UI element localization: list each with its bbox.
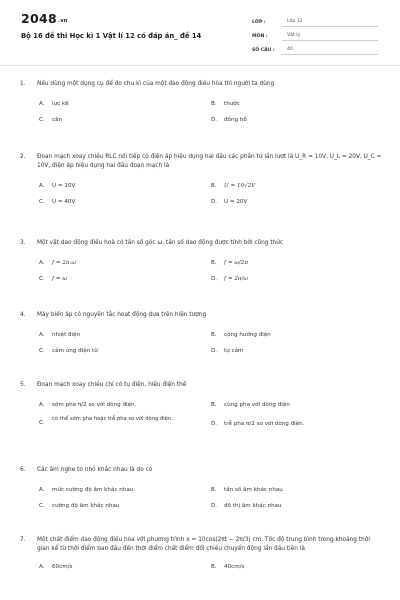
option-text: cảm ứng điện từ: [52, 348, 98, 354]
option-c[interactable]: [39, 502, 189, 510]
option-letter: C.: [39, 420, 45, 426]
question-options: [20, 182, 382, 214]
question-text: Nếu dùng một dụng cụ để đo chu kì của một dao động điều hòa thì người ta dùng: [37, 81, 275, 87]
option-c[interactable]: [39, 347, 189, 355]
option-d[interactable]: [211, 347, 371, 355]
option-c[interactable]: [39, 275, 189, 283]
option-b[interactable]: [211, 486, 371, 494]
option-letter: B.: [211, 183, 217, 189]
meta-row-class: [252, 13, 378, 27]
option-a[interactable]: [39, 100, 189, 108]
option-letter: A.: [39, 260, 45, 266]
option-text: cường độ âm khác nhau: [52, 503, 120, 509]
question-6: [20, 466, 382, 518]
option-letter: A.: [39, 332, 45, 338]
question-options: [20, 331, 382, 363]
question-2: [20, 153, 382, 214]
question-number: 7.: [20, 537, 26, 543]
question-options: [20, 401, 382, 438]
meta-label: LỚP :: [252, 20, 266, 25]
option-letter: A.: [39, 487, 45, 493]
option-text: U = 40V: [52, 199, 76, 205]
option-c[interactable]: [39, 416, 189, 427]
option-letter: A.: [39, 564, 45, 570]
question-options: [20, 100, 382, 132]
option-letter: B.: [211, 487, 217, 493]
question-1: [20, 80, 382, 132]
option-a[interactable]: [39, 331, 189, 339]
option-b[interactable]: [211, 182, 371, 190]
option-d[interactable]: [211, 116, 371, 124]
option-letter: D.: [211, 348, 218, 354]
option-letter: C.: [39, 348, 45, 354]
option-text: f = ω: [52, 276, 67, 282]
option-letter: C.: [39, 276, 45, 282]
logo-main: 2048: [21, 11, 57, 26]
question-text: Một chất điểm dao động điều hòa với phương trình x = 10cos(2πt − 2π/3) cm. Tốc độ trung bình trong khoảng thời gian kể từ thời điểm ban đầu đến thời điểm chất điểm đổi chiều chuyển động lần đầu tiên là: [37, 537, 370, 552]
exam-title: Bộ 16 đề thi Học kì 1 Vật lí 12 có đáp án_ đề 14: [21, 32, 202, 40]
meta-value: Lớp 12: [282, 19, 378, 27]
option-d[interactable]: [211, 198, 371, 206]
option-letter: C.: [39, 503, 45, 509]
question-text: Một vật dao động điều hoà có tần số góc ω, tần số dao động được tính bởi công thức: [37, 240, 284, 246]
option-a[interactable]: [39, 563, 189, 571]
option-text: U = 20V: [224, 199, 248, 205]
question-text: Máy biến áp có nguyên tắc hoạt động dựa trên hiện tượng: [37, 312, 207, 318]
option-text: đồ thị âm khác nhau: [224, 503, 282, 509]
option-text: cùng pha với dòng điện: [224, 402, 290, 408]
option-letter: D.: [211, 503, 218, 509]
logo-tld: .vn: [58, 18, 68, 24]
question-number: 5.: [20, 382, 26, 388]
option-text: cộng hưởng điện: [224, 332, 271, 338]
option-letter: B.: [211, 101, 217, 107]
option-text: mức cường độ âm khác nhau: [52, 487, 134, 493]
question-number: 4.: [20, 312, 26, 318]
meta-row-subject: [252, 27, 378, 41]
option-text: U = 10√2V: [224, 183, 256, 189]
option-text: U = 10V: [52, 183, 76, 189]
option-c[interactable]: [39, 116, 189, 124]
question-number: 6.: [20, 467, 26, 473]
option-text: lực kế: [52, 101, 69, 107]
meta-label: SỐ CÂU :: [252, 48, 275, 53]
question-number: 2.: [20, 154, 26, 160]
option-a[interactable]: [39, 486, 189, 494]
option-letter: D.: [211, 199, 218, 205]
option-text: f = 2π/ω: [224, 276, 248, 282]
option-text: 60cm/s: [52, 564, 73, 570]
option-letter: D.: [211, 276, 218, 282]
question-options: [20, 563, 382, 579]
option-text: f = 2π.ω: [52, 260, 76, 266]
option-text: cân: [52, 117, 63, 123]
option-a[interactable]: [39, 259, 189, 267]
option-text: tần số âm khác nhau: [224, 487, 283, 493]
exam-header: [0, 0, 400, 60]
option-letter: D.: [211, 421, 218, 427]
option-text: tự cảm: [224, 348, 244, 354]
option-letter: C.: [39, 199, 45, 205]
option-text: f = ω/2π: [224, 260, 248, 266]
option-d[interactable]: [211, 502, 371, 510]
question-text: Các âm nghe to nhỏ khác nhau là do có: [37, 467, 153, 473]
option-text: 40cm/s: [224, 564, 245, 570]
meta-value: Vật lý: [282, 33, 378, 41]
option-b[interactable]: [211, 401, 371, 409]
option-b[interactable]: [211, 563, 371, 571]
option-b[interactable]: [211, 100, 371, 108]
option-b[interactable]: [211, 331, 371, 339]
option-letter: C.: [39, 117, 45, 123]
option-letter: B.: [211, 402, 217, 408]
option-letter: A.: [39, 101, 45, 107]
option-text: đồng hồ: [224, 117, 247, 123]
meta-label: MÔN :: [252, 34, 268, 39]
question-options: [20, 259, 382, 291]
question-7: [20, 536, 382, 579]
option-a[interactable]: [39, 401, 189, 409]
option-b[interactable]: [211, 259, 371, 267]
meta-value: 40: [282, 47, 378, 55]
option-text: thước: [224, 101, 240, 107]
site-logo[interactable]: [21, 11, 68, 26]
option-d[interactable]: [211, 420, 371, 428]
option-letter: B.: [211, 332, 217, 338]
option-a[interactable]: [39, 182, 189, 190]
option-text: có thể sớm pha hoặc trễ pha so với dòng điện.: [52, 416, 173, 422]
question-number: 3.: [20, 240, 26, 246]
option-text: nhiệt điện: [52, 332, 81, 338]
header-divider: [0, 65, 400, 66]
question-3: [20, 239, 382, 291]
option-letter: B.: [211, 564, 217, 570]
option-d[interactable]: [211, 275, 371, 283]
option-letter: A.: [39, 183, 45, 189]
option-text: sớm pha π/2 so với dòng điện.: [52, 402, 137, 408]
meta-row-count: [252, 41, 378, 55]
question-number: 1.: [20, 81, 26, 87]
question-text: Đoạn mạch xoay chiều chỉ có tụ điện, hiệu điện thế: [37, 382, 187, 388]
option-letter: B.: [211, 260, 217, 266]
option-text: trễ pha π/2 so với dòng điện.: [224, 421, 305, 427]
exam-meta: [252, 13, 378, 55]
question-5: [20, 381, 382, 438]
option-letter: D.: [211, 117, 218, 123]
option-letter: A.: [39, 402, 45, 408]
question-options: [20, 486, 382, 518]
question-text: Đoạn mạch xoay chiều RLC nối tiếp có điện áp hiệu dụng hai đầu các phần tử lần lượt là U_R = 10V, U_L = 20V, U_C = 10V, điện áp hiệu dụng hai đầu đoạn mạch là: [37, 154, 382, 169]
option-c[interactable]: [39, 198, 189, 206]
question-4: [20, 311, 382, 363]
